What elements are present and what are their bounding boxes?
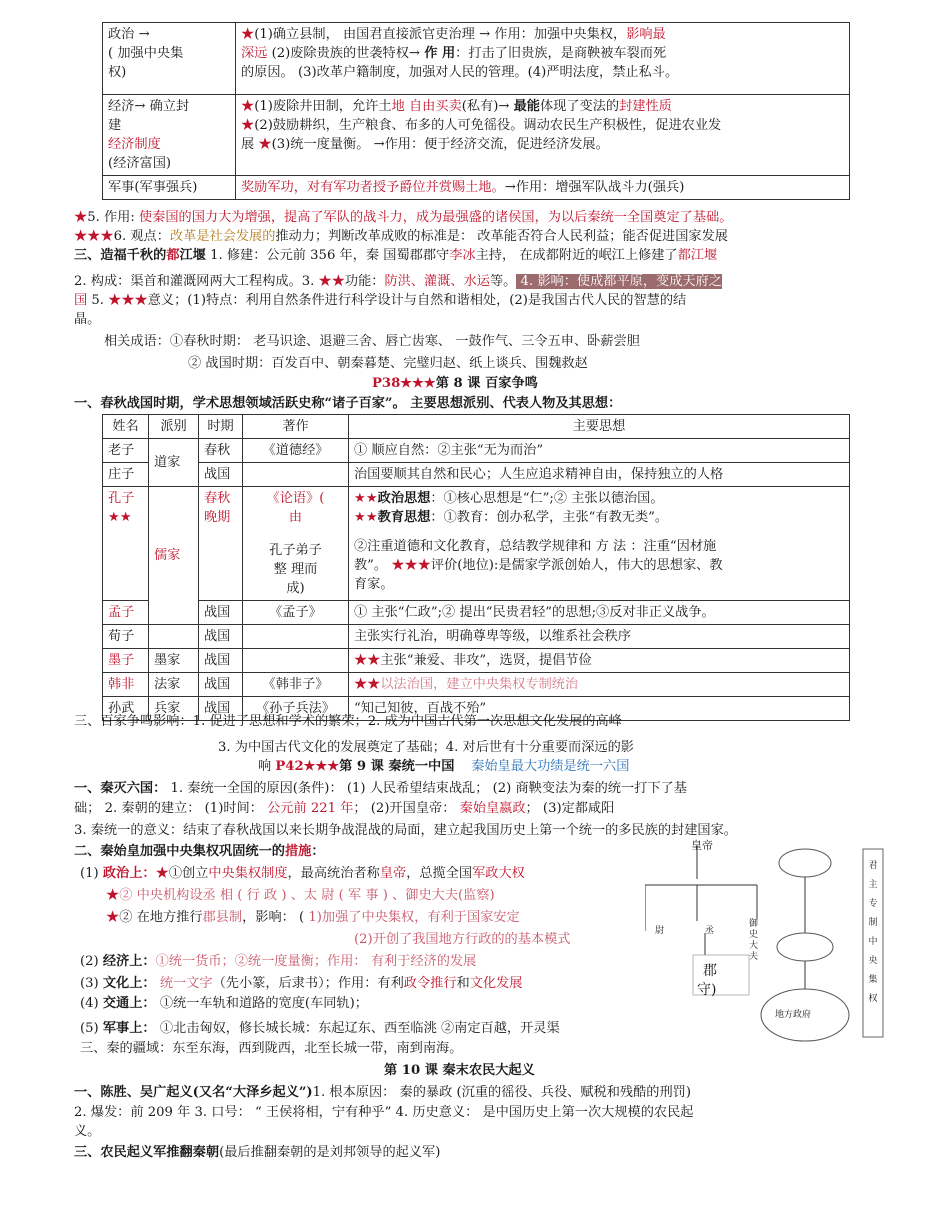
commandery-label: 郡 <box>703 963 717 979</box>
table-row: 孙武 兵家 战国 《孙子兵法》 “知己知彼，百战不殆” <box>103 697 850 721</box>
lesson10-line: 三、农民起义军推翻秦朝(最后推翻秦朝的是刘邦领导的起义军) <box>74 1145 441 1160</box>
central-government-diagram <box>645 839 885 1043</box>
measure-transport: (4) 交通上： ①统一车轨和道路的宽度(车同轨)； <box>80 996 368 1011</box>
autocracy-label: 君主专制中央集权 <box>868 861 878 1004</box>
table-row <box>103 23 850 95</box>
lesson8-intro: 一、春秋战国时期，学术思想领域活跃史称“诸子百家”。 主要思想派别、代表人物及其思想： <box>74 396 622 411</box>
diagram-lines <box>645 843 885 1043</box>
measure-economy: (2) 经济上：①统一货币；②统一度量衡；作用： 有利于经济的发展 <box>80 954 477 969</box>
measure-politics: (1) 政治上：★①创立中央集权制度，最高统治者称皇帝，总揽全国军政大权 <box>80 866 525 881</box>
table-row: 老子 道家 春秋 《道德经》 ① 顺应自然：②主张“无为而治” <box>103 439 850 463</box>
dujiangyan-line: 国 5. ★★★意义；(1)特点：利用自然条件进行科学设计与自然和谐相处，(2)是我国古代人民的智慧的结 <box>74 293 687 308</box>
politics-cell: 政治 → ( 加强中央集 权) <box>103 23 236 95</box>
measure-politics: (2)开创了我国地方行政的的基本模式 <box>354 932 571 947</box>
table-header-row: 姓名 派别 时期 著作 主要思想 <box>103 415 850 439</box>
table-row: 孟子 战国 《孟子》 ① 主张“仁政”;② 提出“民贵君轻”的思想;③反对非正义战争。 <box>103 601 850 625</box>
table-row: 墨子 墨家 战国 ★★主张“兼爱、非攻”，选贤，提倡节俭 <box>103 649 850 673</box>
lesson9-line: 一、秦灭六国： 1. 秦统一全国的原因(条件)： (1) 人民希望结束战乱； (2) 商鞅变法为秦的统一打下了基 <box>74 781 687 796</box>
measure-politics: ★② 在地方推行郡县制，影响： ( 1)加强了中央集权，有利于国家安定 <box>106 910 520 925</box>
table-row: 庄子 战国 治国要顺其自然和民心；人生应追求精神自由，保持独立的人格 <box>103 463 850 487</box>
territory-line: 三、秦的疆域：东至东海，西到陇西，北至长城一带，南到南海。 <box>80 1041 463 1056</box>
emperor-label: 皇帝 <box>691 839 713 852</box>
censor-label: 御史大夫 <box>749 919 759 962</box>
lesson9-line: 3. 秦统一的意义：结束了春秋战国以来长期争战混战的局面，建立起我国历史上第一个统一的多民族的封建国家。 <box>74 823 737 838</box>
lesson10-line: 一、陈胜、吴广起义(又名“大泽乡起义”)1. 根本原因： 秦的暴政 (沉重的徭役、兵役、赋税和残酷的刑罚) <box>74 1085 691 1100</box>
table-row <box>103 176 850 200</box>
lesson8-title: P38★★★第 8 课 百家争鸣 <box>372 376 538 391</box>
lesson9-line: 二、秦始皇加强中央集权巩固统一的措施： <box>74 844 325 859</box>
influence-line: 三、百家争鸣影响：1. 促进了思想和学术的繁荣；2. 成为中国古代第一次思想文化发展的高峰 <box>74 714 622 729</box>
table-row: 韩非 法家 战国 《韩非子》 ★★以法治国，建立中央集权专制统治 <box>103 673 850 697</box>
viewpoint-line: ★★★6. 观点：改革是社会发展的推动力；判断改革成败的标准是： 改革能否符合人民利益；能否促进国家发展 <box>74 229 728 244</box>
measure-military: (5) 军事上： ①北击匈奴，修长城长城：东起辽东、西至临洮 ②南定百越，开灵渠 <box>80 1021 560 1036</box>
cheng-label: 丞 <box>705 926 715 936</box>
economy-detail-cell: ★(1)废除井田制，允许土地 自由买卖(私有)→ 最能体现了变法的封建性质 ★(2)鼓励耕织，生产粮食、布多的人可免徭役。调动农民生产积极性，促进农业发 展 ★(3)统一度量衡。 →作用：便于经济交流，促进经济发展。 <box>236 95 850 176</box>
economy-cell: 经济→ 确立封 建 经济制度 (经济富国) <box>103 95 236 176</box>
lesson10-title: 第 10 课 秦末农民大起义 <box>384 1063 535 1078</box>
military-detail-cell: 奖励军功，对有军功者授予爵位并赏赐土地。→作用：增强军队战斗力(强兵) <box>236 176 850 200</box>
military-cell: 军事(军事强兵) <box>103 176 236 200</box>
table-row: 荀子 战国 主张实行礼治，明确尊卑等级，以维系社会秩序 <box>103 625 850 649</box>
influence-line: 3. 为中国古代文化的发展奠定了基础；4. 对后世有十分重要而深远的影 <box>218 740 634 755</box>
dujiangyan-heading: 三、造福千秋的都江堰 1. 修建：公元前 356 年，秦 国蜀郡郡守李冰主持， 在成都附近的岷江上修建了都江堰 <box>74 248 718 263</box>
table-row: 孔子 ★★ 儒家 春秋 晚期 《论语》( 由 孔子弟子 整 理而 成) ★★政治思想：①核心思想是“仁”;② 主张以德治国。 ★★教育思想：①教育：创办私学，主张“有教无类”。 ②注重道德和文化教育，总结教学规律和 方 法 ：注重“因材施 教”。 ★★★评价(地位):是儒家学派创始人，伟大的思想家、教 育家。 <box>103 487 850 601</box>
idiom-line: ② 战国时期：百发百中、朝秦暮楚、完璧归赵、纸上谈兵、围魏救赵 <box>188 356 588 371</box>
wei-label: 尉 <box>655 926 665 936</box>
idiom-line: 相关成语：①春秋时期： 老马识途、退避三舍、唇亡齿寒、 一鼓作气、三令五申、卧薪尝胆 <box>104 334 640 349</box>
dujiangyan-line: 晶。 <box>74 312 101 327</box>
lesson10-line: 义。 <box>74 1124 101 1139</box>
lesson9-title: 响 P42★★★第 9 课 秦统一中国 秦始皇最大功绩是统一六国 <box>258 759 630 774</box>
politics-detail-cell: ★(1)确立县制， 由国君直接派官吏治理 → 作用：加强中央集权，影响最 深远 (2)废除贵族的世袭特权→ 作 用：打击了旧贵族，是商鞅被车裂而死 的原因。 (3)改革户籍制度，加强对人民的管理。(4)严明法度，禁止私斗。 <box>236 23 850 95</box>
thinkers-table <box>102 414 850 721</box>
effect-line: ★5. 作用: 使秦国的国力大为增强，提高了军队的战斗力，成为最强盛的诸侯国，为以后秦统一全国奠定了基础。 <box>74 210 733 225</box>
dujiangyan-line: 2. 构成：渠首和灌溉网两大工程构成。3. ★★功能：防洪、灌溉、水运等。 4. 影响：使成都平原，变成天府之 <box>74 274 722 289</box>
local-gov-label: 地方政府 <box>775 1010 812 1020</box>
measure-politics: ★② 中央机构设丞 相 ( 行 政 ) 、太 尉 ( 军 事 ) 、御史大夫(监察) <box>106 888 495 903</box>
governor-label: 守) <box>697 982 717 998</box>
measure-culture: (3) 文化上： 统一文字（先小篆，后隶书）；作用：有利政令推行和文化发展 <box>80 976 523 991</box>
reform-table <box>102 22 850 200</box>
lesson9-line: 础； 2. 秦朝的建立： (1)时间： 公元前 221 年； (2)开国皇帝： 秦始皇嬴政； (3)定都咸阳 <box>74 801 615 816</box>
table-row <box>103 95 850 176</box>
lesson10-line: 2. 爆发：前 209 年 3. 口号： “ 王侯将相，宁有种乎” 4. 历史意义： 是中国历史上第一次大规模的农民起 <box>74 1105 694 1120</box>
